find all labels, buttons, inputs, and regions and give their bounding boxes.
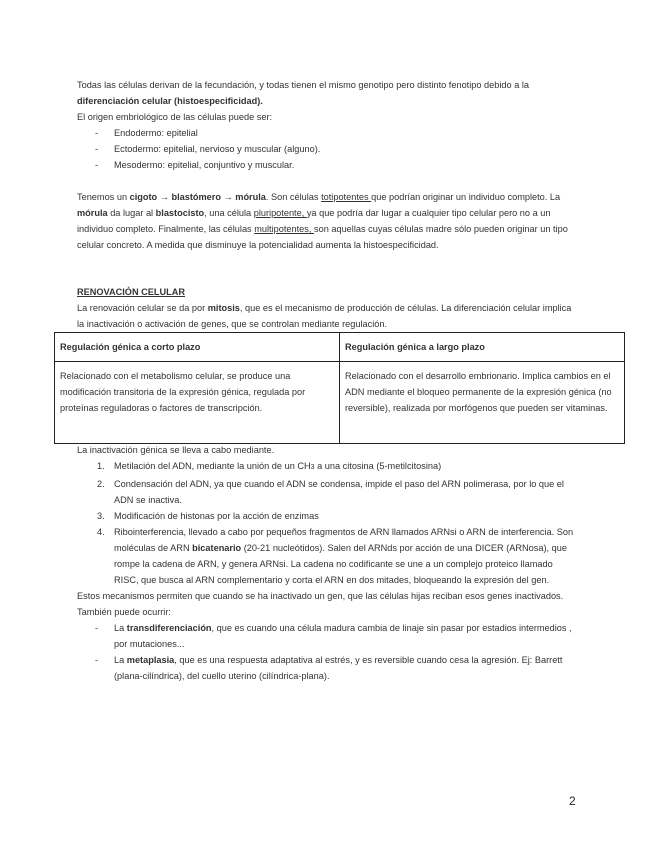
underlined-term: pluripotente,	[253, 208, 307, 218]
text: Tenemos un	[77, 192, 130, 202]
text: ya que podría dar lugar a cualquier tipo celular pero no a un individuo completo. Finalmente, las células	[77, 208, 551, 234]
origin-list	[77, 125, 577, 173]
list-item	[77, 476, 577, 508]
intro-bold-term: diferenciación celular (histoespecificidad).	[77, 96, 263, 106]
text: , que es una respuesta adaptativa al estrés, y es reversible cuando cesa la agresión. Ej: Barrett (plana-cilíndrica), del cuello uterino (cilíndrica-plana).	[114, 655, 563, 681]
mecanismos-list	[77, 620, 577, 684]
inactivacion-section	[77, 442, 577, 684]
bold-term: bicatenario	[192, 543, 242, 553]
mecanismos-paragraph: Estos mecanismos permiten que cuando se ha inactivado un gen, que las células hijas reciban esos genes inactivados. También puede ocurrir:	[77, 591, 564, 617]
table-header-cell: Regulación génica a largo plazo	[340, 333, 625, 362]
text: La renovación celular se da por	[77, 303, 208, 313]
renovacion-paragraph	[77, 300, 577, 332]
dash-marker: -	[95, 160, 99, 170]
page-number: 2	[569, 794, 576, 808]
list-number: 3.	[97, 511, 105, 521]
text: La	[114, 623, 127, 633]
list-number: 4.	[97, 527, 105, 537]
table-row	[55, 362, 625, 444]
bold-term: blastocisto	[155, 208, 205, 218]
text: Modificación de histonas por la acción de enzimas	[114, 511, 319, 521]
bold-term: mórula	[77, 208, 108, 218]
list-item-text: Ectodermo: epitelial, nervioso y muscular (alguno).	[114, 144, 321, 154]
bold-term: cigoto → blastómero → mórula	[129, 192, 266, 202]
bold-term: metaplasia	[126, 655, 175, 665]
list-number: 2.	[97, 479, 105, 489]
text: Condensación del ADN, ya que cuando el ADN se condensa, impide el paso del ARN polimerasa, por lo que el ADN se inactiva.	[114, 479, 564, 505]
intro-text: Todas las células derivan de la fecundación, y todas tienen el mismo genotipo pero distinto fenotipo debido a la	[77, 80, 530, 90]
text: , que es cuando una célula madura cambia de linaje sin pasar por estadios intermedios , por mutaciones...	[114, 623, 572, 649]
list-item	[77, 125, 577, 141]
underlined-term: totipotentes	[321, 192, 372, 202]
subscript: 3	[310, 464, 315, 471]
text: Ribointerferencia, llevado a cabo por pequeños fragmentos de ARN llamados ARNsi o ARN de interferencia. Son moléculas de ARN	[114, 527, 574, 553]
list-item	[77, 652, 577, 684]
text: La	[114, 655, 127, 665]
text: . Son células	[265, 192, 322, 202]
regulation-table	[54, 332, 625, 444]
list-number: 1.	[97, 461, 105, 471]
list-item-text: Mesodermo: epitelial, conjuntivo y muscular.	[114, 160, 295, 170]
table-cell: Relacionado con el desarrollo embrionario. Implica cambios en el ADN mediante el bloqueo permanente de la expresión génica (no reversible), realizada por morfógenos que pueden ser vitaminas.	[340, 362, 625, 444]
list-item	[77, 620, 577, 652]
bold-term: transdiferenciación	[126, 623, 212, 633]
list-item	[77, 524, 577, 588]
text: da lugar al	[107, 208, 156, 218]
table-header-cell: Regulación génica a corto plazo	[55, 333, 340, 362]
text: son aquellas cuyas células madre sólo pueden originar un tipo celular concreto. A medida que disminuye la potencialidad aumenta la histoespecificidad.	[77, 224, 568, 250]
text: , una célula	[204, 208, 254, 218]
section-heading: RENOVACIÓN CELULAR	[77, 287, 186, 297]
bold-term: mitosis	[207, 303, 240, 313]
list-item	[77, 141, 577, 157]
list-item	[77, 458, 577, 476]
underlined-term: multipotentes,	[254, 224, 314, 234]
table-cell: Relacionado con el metabolismo celular, se produce una modificación transitoria de la expresión génica, regulada por proteínas reguladoras o factores de transcripción.	[55, 362, 340, 444]
text: que podrían originar un individuo completo. La	[371, 192, 561, 202]
text: (20-21 nucleótidos). Salen del ARNds por acción de una DICER (ARNosa), que rompe la cadena de ARN, y genera ARNsi. La cadena no codificante se une a un complejo proteico llamado RISC, que busca al ARN complementario y corta el ARN en dos mitades, bloqueando la expresión del gen.	[114, 543, 567, 585]
list-item	[77, 508, 577, 524]
dash-marker: -	[95, 623, 99, 633]
inactivacion-intro: La inactivación génica se lleva a cabo mediante.	[77, 445, 275, 455]
dash-marker: -	[95, 144, 99, 154]
inactivacion-list	[77, 458, 577, 588]
origin-intro: El origen embriológico de las células puede ser:	[77, 112, 273, 122]
text: , que es el mecanismo de producción de células. La diferenciación celular implica la inactivación o activación de genes, que se controlan mediante regulación.	[77, 303, 572, 329]
text: a una citosina (5-metilcitosina)	[314, 461, 442, 471]
intro-paragraph	[77, 77, 577, 109]
dash-marker: -	[95, 655, 99, 665]
list-item	[77, 157, 577, 173]
renovacion-section	[77, 284, 577, 332]
potency-paragraph	[77, 189, 577, 253]
list-item-text: Endodermo: epitelial	[114, 128, 198, 138]
intro-section	[77, 77, 577, 173]
table-header-row	[55, 333, 625, 362]
potency-section	[77, 189, 577, 253]
text: Metilación del ADN, mediante la unión de un CH	[114, 461, 311, 471]
dash-marker: -	[95, 128, 99, 138]
